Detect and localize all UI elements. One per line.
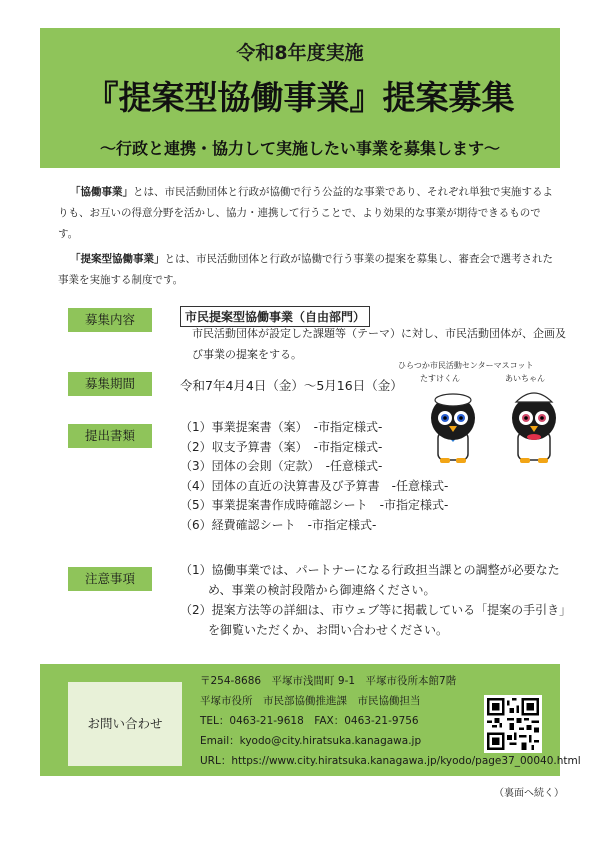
content-label: 募集内容 xyxy=(68,308,152,332)
mascot-name-right: あいちゃん xyxy=(505,374,545,383)
header-tagline: ～行政と連携・協力して実施したい事業を募集します～ xyxy=(99,139,500,158)
docs-item: （5）事業提案書作成時確認シート -市指定様式- xyxy=(180,498,449,512)
contact-url[interactable]: URL：https://www.city.hiratsuka.kanagawa.jp/kyodo/page37_00040.html xyxy=(200,755,581,767)
content-title: 市民提案型協働事業（自由部門） xyxy=(180,306,370,327)
contact-footer xyxy=(40,664,581,776)
notes-list xyxy=(180,560,570,640)
continue-note: （裏面へ続く） xyxy=(494,788,564,799)
intro-text xyxy=(58,182,558,295)
contact-address: 〒254-8686 平塚市浅間町 9-1 平塚市役所本館7階 xyxy=(200,675,457,687)
intro-term-2: 「提案型協働事業」 xyxy=(70,253,165,265)
docs-item: （6）経費確認シート -市指定様式- xyxy=(180,517,377,532)
header-subtitle: 令和8年度実施 xyxy=(236,42,364,64)
docs-list xyxy=(180,418,448,535)
period-label: 募集期間 xyxy=(68,372,152,396)
mascot-boy xyxy=(431,394,475,463)
docs-item: （3）団体の会則（定款） -任意様式- xyxy=(180,459,383,473)
intro-paragraph-2 xyxy=(58,249,558,291)
docs-label: 提出書類 xyxy=(68,424,152,448)
intro-paragraph-1 xyxy=(58,182,558,245)
period-value: 令和7年4月4日（金）～5月16日（金） xyxy=(180,378,403,393)
notes-item: （1）協働事業では、パートナーになる行政担当課との調整が必要なため、事業の検討段階から御連絡ください。 xyxy=(180,563,560,597)
page-title: 『提案型協働事業』提案募集 xyxy=(85,78,515,117)
contact-label: お問い合わせ xyxy=(68,682,182,766)
docs-item: （4）団体の直近の決算書及び予算書 -任意様式- xyxy=(180,478,449,493)
mascot-illustration xyxy=(420,386,570,466)
contact-department: 平塚市役所 市民部協働推進課 市民協働担当 xyxy=(200,695,421,707)
notes-label: 注意事項 xyxy=(68,567,152,591)
mascot-name-left: たすけくん xyxy=(420,374,460,383)
docs-item: （2）収支予算書（案） -市指定様式- xyxy=(180,439,383,454)
docs-item: （1）事業提案書（案） -市指定様式- xyxy=(180,420,383,434)
contact-email[interactable]: Email：kyodo@city.hiratsuka.kanagawa.jp xyxy=(200,735,422,747)
intro-text-1: とは、市民活動団体と行政が協働で行う公益的な事業であり、それぞれ単独で実施するよりも、お互いの得意分野を活かし、協力・連携して行うことで、より効果的な事業が期待できるものです。 xyxy=(58,186,553,240)
content-description: 市民活動団体が設定した課題等（テーマ）に対し、市民活動団体が、企画及び事業の提案をする。 xyxy=(192,327,566,361)
mascot-caption: ひらつか市民活動センターマスコット xyxy=(398,361,534,370)
notes-item: （2）提案方法等の詳細は、市ウェブ等に掲載している「提案の手引き」を御覧いただくか、お問い合わせください。 xyxy=(180,603,566,637)
qr-code[interactable] xyxy=(484,695,542,753)
qr-code-icon xyxy=(487,698,539,750)
contact-phone: TEL：0463-21-9618 FAX：0463-21-9756 xyxy=(200,715,419,727)
mascot-girl xyxy=(512,393,556,463)
intro-text-2: とは、市民活動団体と行政が協働で行う事業の提案を募集し、審査会で選考された事業を実施する制度です。 xyxy=(58,253,553,286)
intro-term-1: 「協働事業」 xyxy=(70,186,133,198)
header-banner xyxy=(40,28,560,168)
